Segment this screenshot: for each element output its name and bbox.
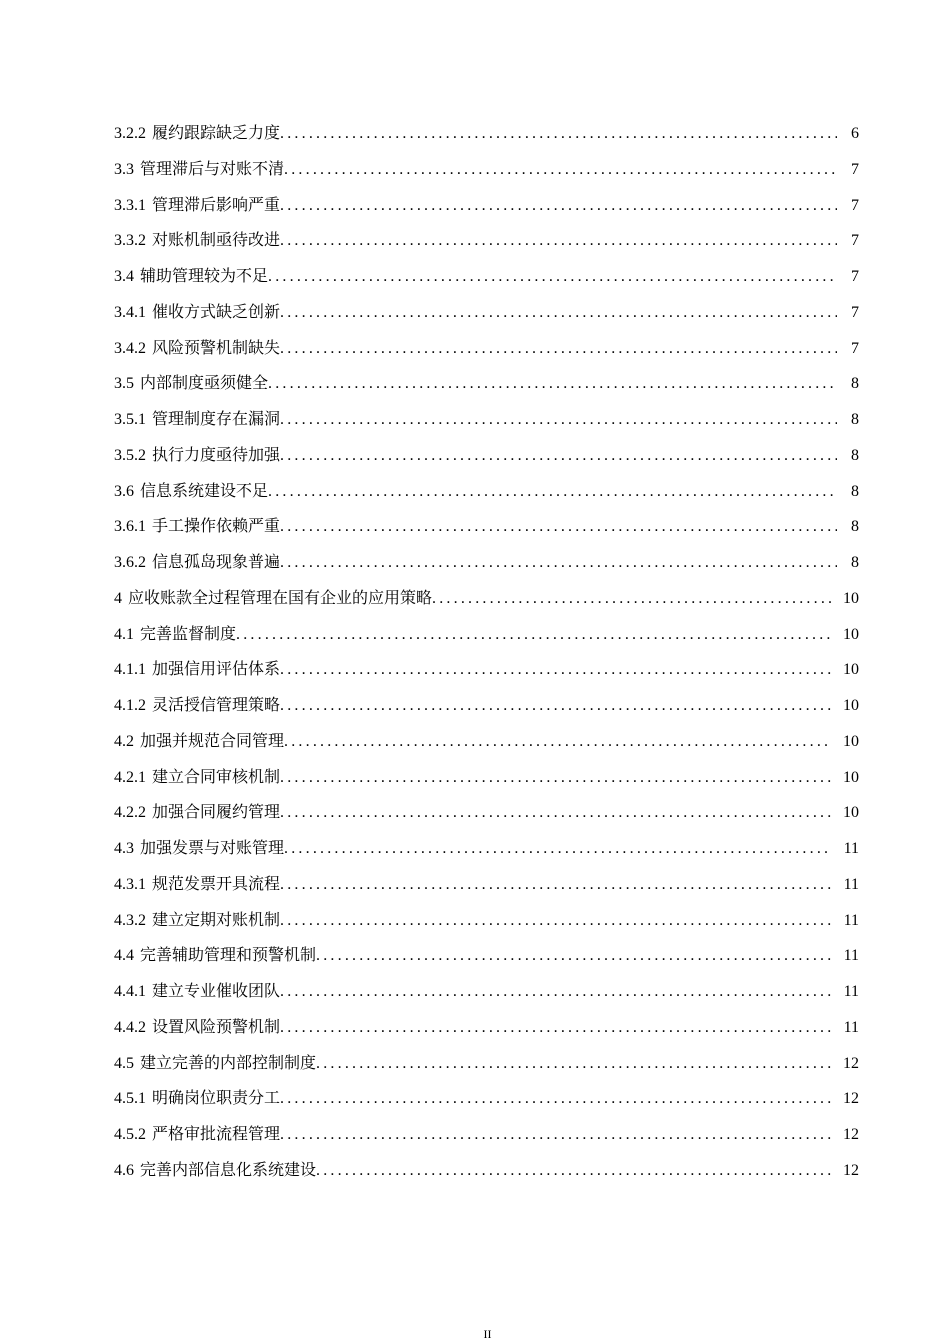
- toc-entry-number: 4.5.1: [114, 1090, 146, 1108]
- toc-entry-page: 11: [843, 983, 859, 1000]
- toc-entry-title: 建立合同审核机制: [152, 768, 281, 786]
- toc-leader-dots: [432, 590, 831, 608]
- toc-entry[interactable]: [114, 942, 859, 978]
- toc-entry-title: 内部制度亟须健全: [140, 375, 269, 393]
- toc-entry-page: 12: [843, 1126, 859, 1143]
- toc-leader-dots: [280, 876, 832, 894]
- toc-entry-number: 3.4: [114, 268, 134, 285]
- toc-leader-dots: [280, 411, 837, 429]
- toc-entry-page: 6: [851, 125, 859, 142]
- toc-entry[interactable]: [114, 1050, 859, 1086]
- toc-entry[interactable]: [114, 764, 859, 800]
- toc-entry-page: 7: [851, 303, 859, 321]
- toc-entry-page: 10: [843, 625, 859, 643]
- toc-entry-number: 3.5.1: [114, 411, 146, 428]
- toc-entry-page: 12: [843, 1161, 859, 1179]
- toc-entry-title: 手工操作依赖严重: [152, 518, 281, 536]
- toc-entry-title: 严格审批流程管理: [152, 1126, 281, 1143]
- toc-entry-title: 加强合同履约管理: [152, 804, 281, 822]
- toc-leader-dots: [280, 232, 837, 250]
- toc-entry-page: 11: [843, 840, 859, 857]
- toc-leader-dots: [280, 661, 831, 679]
- toc-entry-page: 11: [843, 875, 859, 893]
- toc-entry-title: 规范发票开具流程: [152, 875, 281, 893]
- table-of-contents: [114, 120, 859, 1193]
- toc-entry-title: 辅助管理较为不足: [140, 268, 269, 285]
- toc-entry-number: 3.3.2: [114, 232, 146, 250]
- toc-leader-dots: [280, 340, 837, 358]
- toc-entry-page: 8: [851, 554, 859, 571]
- toc-entry-number: 4: [114, 589, 122, 607]
- toc-leader-dots: [268, 375, 837, 393]
- toc-entry[interactable]: [114, 1157, 859, 1193]
- toc-entry-title: 加强发票与对账管理: [140, 840, 285, 857]
- toc-entry-page: 7: [851, 232, 859, 250]
- toc-entry-title: 信息孤岛现象普遍: [152, 554, 281, 571]
- toc-entry[interactable]: [114, 1121, 859, 1157]
- toc-entry-number: 4.6: [114, 1161, 134, 1179]
- toc-entry-page: 8: [851, 375, 859, 393]
- toc-entry-number: 4.4: [114, 947, 134, 965]
- toc-leader-dots: [280, 769, 831, 787]
- toc-leader-dots: [280, 983, 832, 1001]
- toc-leader-dots: [316, 1162, 831, 1180]
- toc-entry[interactable]: [114, 549, 859, 585]
- toc-entry-number: 4.4.2: [114, 1018, 146, 1036]
- toc-entry-number: 4.1.2: [114, 697, 146, 714]
- toc-entry-page: 12: [843, 1054, 859, 1072]
- toc-entry-number: 4.1: [114, 625, 134, 643]
- toc-entry[interactable]: [114, 835, 859, 871]
- toc-entry-page: 10: [843, 768, 859, 786]
- toc-entry-number: 4.3.1: [114, 875, 146, 893]
- toc-leader-dots: [280, 197, 837, 215]
- toc-leader-dots: [268, 483, 837, 501]
- toc-leader-dots: [280, 804, 831, 822]
- toc-entry-page: 10: [843, 661, 859, 679]
- toc-entry-number: 4.5: [114, 1054, 134, 1072]
- toc-entry-title: 建立专业催收团队: [152, 983, 281, 1000]
- toc-entry[interactable]: [114, 1085, 859, 1121]
- toc-entry-number: 3.4.2: [114, 339, 146, 357]
- toc-entry-number: 4.5.2: [114, 1126, 146, 1143]
- toc-leader-dots: [268, 268, 837, 286]
- toc-entry-page: 7: [851, 196, 859, 214]
- toc-entry-page: 8: [851, 446, 859, 464]
- toc-entry[interactable]: [114, 656, 859, 692]
- toc-entry-page: 10: [843, 697, 859, 714]
- toc-entry-page: 8: [851, 518, 859, 536]
- toc-entry-number: 3.3.1: [114, 196, 146, 214]
- toc-leader-dots: [280, 447, 837, 465]
- toc-leader-dots: [280, 554, 837, 572]
- toc-leader-dots: [284, 733, 831, 751]
- toc-entry-number: 4.2: [114, 732, 134, 750]
- toc-entry[interactable]: [114, 692, 859, 728]
- toc-entry[interactable]: [114, 335, 859, 371]
- toc-leader-dots: [236, 626, 831, 644]
- toc-entry-title: 催收方式缺乏创新: [152, 303, 281, 321]
- toc-entry-number: 3.4.1: [114, 303, 146, 321]
- toc-entry-title: 应收账款全过程管理在国有企业的应用策略: [128, 589, 433, 607]
- toc-entry-number: 3.3: [114, 160, 134, 178]
- toc-entry[interactable]: [114, 799, 859, 835]
- toc-entry[interactable]: [114, 227, 859, 263]
- toc-entry-page: 7: [851, 268, 859, 285]
- toc-entry-title: 完善监督制度: [140, 625, 237, 643]
- toc-entry-title: 管理滞后影响严重: [152, 196, 281, 214]
- toc-entry-title: 加强信用评估体系: [152, 661, 281, 679]
- toc-entry-page: 10: [843, 732, 859, 750]
- toc-entry-title: 设置风险预警机制: [152, 1018, 281, 1036]
- toc-entry-title: 完善辅助管理和预警机制: [140, 947, 317, 965]
- toc-entry-number: 4.2.2: [114, 804, 146, 822]
- toc-entry-page: 10: [843, 804, 859, 822]
- toc-entry-number: 4.4.1: [114, 983, 146, 1000]
- toc-entry-title: 加强并规范合同管理: [140, 732, 285, 750]
- toc-entry-page: 11: [843, 1018, 859, 1036]
- toc-entry[interactable]: [114, 728, 859, 764]
- toc-entry-title: 对账机制亟待改进: [152, 232, 281, 250]
- toc-entry-title: 信息系统建设不足: [140, 482, 269, 500]
- toc-entry[interactable]: [114, 370, 859, 406]
- toc-entry-title: 风险预警机制缺失: [152, 339, 281, 357]
- toc-entry-number: 4.2.1: [114, 768, 146, 786]
- toc-entry[interactable]: [114, 406, 859, 442]
- toc-entry-title: 管理制度存在漏洞: [152, 411, 281, 428]
- toc-leader-dots: [284, 161, 837, 179]
- toc-leader-dots: [284, 840, 832, 858]
- toc-leader-dots: [316, 1055, 831, 1073]
- toc-entry[interactable]: [114, 156, 859, 192]
- toc-entry-title: 管理滞后与对账不清: [140, 160, 285, 178]
- toc-entry-page: 7: [851, 339, 859, 357]
- toc-entry-number: 4.3: [114, 840, 134, 857]
- toc-leader-dots: [280, 1126, 831, 1144]
- toc-leader-dots: [280, 912, 832, 930]
- toc-entry[interactable]: [114, 513, 859, 549]
- toc-entry[interactable]: [114, 621, 859, 657]
- toc-entry-number: 3.6: [114, 482, 134, 500]
- toc-entry-number: 4.3.2: [114, 911, 146, 929]
- toc-leader-dots: [280, 125, 837, 143]
- toc-leader-dots: [280, 304, 837, 322]
- toc-leader-dots: [316, 947, 832, 965]
- toc-entry[interactable]: [114, 585, 859, 621]
- toc-entry[interactable]: [114, 120, 859, 156]
- toc-entry-page: 11: [843, 911, 859, 929]
- toc-entry-page: 8: [851, 482, 859, 500]
- toc-entry-title: 建立完善的内部控制制度: [140, 1054, 317, 1072]
- toc-entry[interactable]: [114, 442, 859, 478]
- toc-entry-number: 3.5: [114, 375, 134, 393]
- toc-entry-title: 完善内部信息化系统建设: [140, 1161, 317, 1179]
- toc-entry-page: 12: [843, 1090, 859, 1108]
- toc-entry-number: 4.1.1: [114, 661, 146, 679]
- toc-leader-dots: [280, 518, 837, 536]
- toc-entry-page: 7: [851, 160, 859, 178]
- toc-entry-title: 履约跟踪缺乏力度: [152, 125, 281, 142]
- toc-entry-title: 明确岗位职责分工: [152, 1090, 281, 1108]
- toc-entry[interactable]: [114, 907, 859, 943]
- toc-entry-page: 8: [851, 411, 859, 428]
- toc-entry[interactable]: [114, 1014, 859, 1050]
- toc-entry-number: 3.2.2: [114, 125, 146, 142]
- toc-entry-title: 建立定期对账机制: [152, 911, 281, 929]
- toc-entry[interactable]: [114, 978, 859, 1014]
- toc-entry-page: 11: [843, 947, 859, 965]
- toc-leader-dots: [280, 697, 831, 715]
- toc-entry[interactable]: [114, 478, 859, 514]
- toc-entry[interactable]: [114, 192, 859, 228]
- toc-entry-number: 3.5.2: [114, 446, 146, 464]
- toc-entry[interactable]: [114, 263, 859, 299]
- toc-leader-dots: [280, 1019, 832, 1037]
- toc-entry[interactable]: [114, 299, 859, 335]
- toc-entry[interactable]: [114, 871, 859, 907]
- page-number-footer: II: [483, 1327, 492, 1341]
- toc-entry-title: 执行力度亟待加强: [152, 446, 281, 464]
- toc-entry-title: 灵活授信管理策略: [152, 697, 281, 714]
- toc-leader-dots: [280, 1090, 831, 1108]
- toc-entry-number: 3.6.2: [114, 554, 146, 571]
- toc-entry-number: 3.6.1: [114, 518, 146, 536]
- toc-entry-page: 10: [843, 589, 859, 607]
